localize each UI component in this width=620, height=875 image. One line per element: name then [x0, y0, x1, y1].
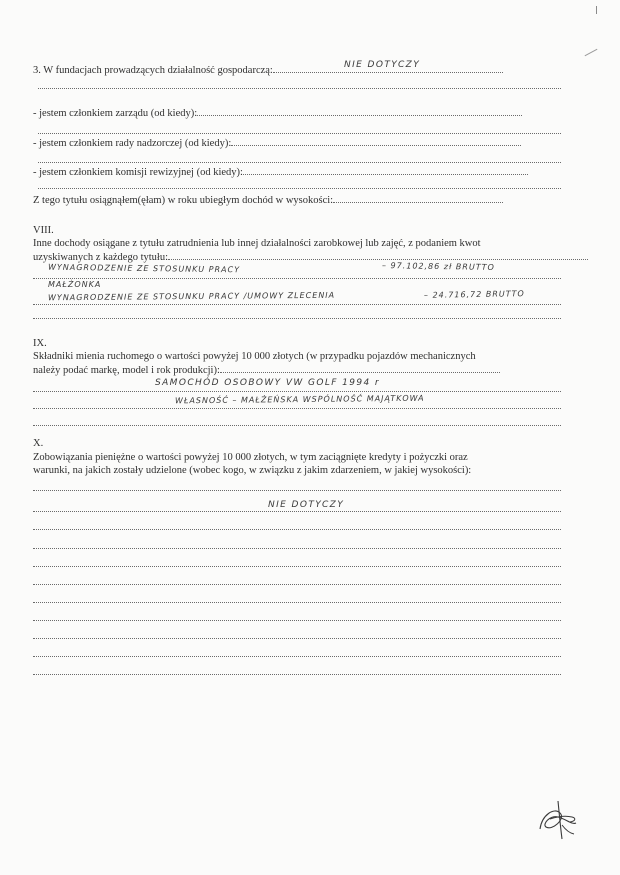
dotted-line: [38, 162, 561, 163]
section-x-text: warunki, na jakich zostały udzielone (wobec kogo, w związku z jakim zdarzeniem, w jakiej wysokości):: [33, 465, 472, 476]
income-entry-2-amount: – 24.716,72 BRUTTO: [423, 289, 525, 300]
scan-mark: [596, 6, 602, 14]
dotted-line: [33, 318, 561, 319]
dotted-line: [33, 408, 561, 409]
section-viii-text: Inne dochody osiągane z tytułu zatrudnienia lub innej działalności zarobkowej lub zajęć, z podaniem kwot: [33, 238, 481, 249]
movable-asset-entry: SAMOCHÓD OSOBOWY VW GOLF 1994 r: [155, 378, 380, 388]
section-ix-text: Składniki mienia ruchomego o wartości powyżej 10 000 złotych (w przypadku pojazdów mechanicznych: [33, 351, 476, 362]
supervisory-member-label: - jestem członkiem rady nadzorczej (od kiedy):: [33, 137, 521, 150]
board-member-label: - jestem członkiem zarządu (od kiedy):: [33, 107, 522, 120]
income-entry-1-amount: – 97.102,86 zł BRUTTO: [381, 261, 495, 272]
dotted-line: [33, 511, 561, 512]
section-ix-text: należy podać markę, model i rok produkcji):: [33, 364, 500, 377]
dotted-line: [33, 584, 561, 585]
section-x-heading: X.: [33, 438, 44, 449]
dotted-line: [33, 490, 561, 491]
audit-member-label: - jestem członkiem komisji rewizyjnej (od kiedy):: [33, 166, 528, 179]
dotted-line: [38, 88, 561, 89]
dotted-line: [33, 391, 561, 392]
scan-mark: [585, 49, 598, 56]
dotted-line: [33, 529, 561, 530]
section-ix-heading: IX.: [33, 338, 47, 349]
section-viii-text: uzyskiwanych z każdego tytułu:: [33, 251, 588, 264]
dotted-line: [33, 566, 561, 567]
dotted-line: [38, 188, 561, 189]
dotted-line: [33, 674, 561, 675]
dotted-line: [33, 278, 561, 279]
income-entry-2: WYNAGRODZENIE ZE STOSUNKU PRACY /UMOWY ZLECENIA: [47, 290, 336, 303]
dotted-line: [33, 656, 561, 657]
item3-label: 3. W fundacjach prowadzących działalność gospodarczą:: [33, 64, 503, 77]
dotted-line: [33, 638, 561, 639]
handwritten-signature-icon: [532, 795, 582, 845]
item3-answer: NIE DOTYCZY: [344, 60, 421, 70]
dotted-line: [38, 133, 561, 134]
income-label: Z tego tytułu osiągnąłem(ęłam) w roku ubiegłym dochód w wysokości:: [33, 194, 503, 207]
dotted-line: [33, 602, 561, 603]
income-entry-1-owner: MAŁŻONKA: [48, 280, 102, 289]
dotted-line: [33, 425, 561, 426]
dotted-line: [33, 548, 561, 549]
movable-asset-ownership: WŁASNOŚĆ – MAŁŻEŃSKA WSPÓLNOŚĆ MAJĄTKOWA: [174, 393, 425, 406]
dotted-line: [33, 304, 561, 305]
dotted-line: [33, 620, 561, 621]
section-viii-heading: VIII.: [33, 225, 54, 236]
income-entry-1: WYNAGRODZENIE ZE STOSUNKU PRACY: [47, 262, 241, 275]
liabilities-answer: NIE DOTYCZY: [268, 500, 345, 510]
section-x-text: Zobowiązania pieniężne o wartości powyżej 10 000 złotych, w tym zaciągnięte kredyty i pożyczki oraz: [33, 452, 468, 463]
